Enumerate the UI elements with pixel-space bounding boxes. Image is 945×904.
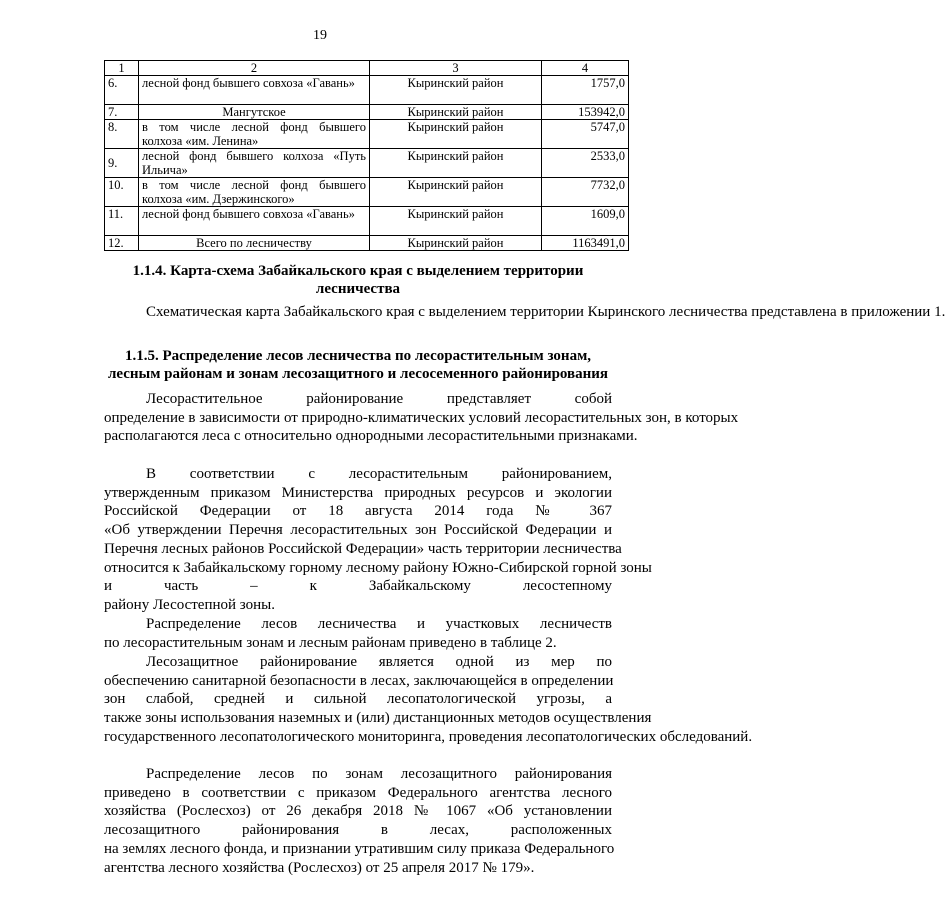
paragraph-line: агентства лесного хозяйства (Рослесхоз) от 25 апреля 2017 № 179». (104, 859, 535, 876)
paragraph-line: приведено в соответствии с приказом Федерального агентства лесного (104, 784, 612, 801)
paragraph-line: Лесозащитное районирование является одной из мер по (146, 654, 612, 670)
paragraph-line: зон слабой, средней и сильной лесопатологической угрозы, а (104, 691, 612, 708)
paragraph-line: Схематическая карта Забайкальского края с выделением территории Кыринского лесничества представлена в приложении 1. (146, 304, 945, 320)
row-number: 6. (105, 76, 139, 105)
row-number: 10. (105, 178, 139, 207)
row-area: 1163491,0 (542, 236, 629, 251)
header-cell: 4 (542, 61, 629, 76)
paragraph-line: обеспечению санитарной безопасности в лесах, заключающейся в определении (104, 672, 614, 689)
header-cell: 1 (105, 61, 139, 76)
paragraph-line: также зоны использования наземных и (или) дистанционных методов осуществления (104, 710, 652, 727)
row-district: Кыринский район (370, 76, 542, 105)
row-district: Кыринский район (370, 149, 542, 178)
row-area: 2533,0 (542, 149, 629, 178)
table-row (105, 76, 629, 105)
paragraph-line: определение в зависимости от природно-климатических условий лесорастительных зон, в которых (104, 409, 739, 426)
paragraph-line: хозяйства (Рослесхоз) от 26 декабря 2018 № 1067 «Об установлении (104, 803, 612, 820)
row-name: лесной фонд бывшего совхоза «Гавань» (139, 207, 370, 236)
paragraph (104, 615, 612, 652)
section-heading-map: 1.1.4. Карта-схема Забайкальского края с выделением территории лесничества (132, 263, 584, 297)
table-row (105, 149, 629, 178)
paragraph (104, 465, 652, 615)
paragraph (104, 653, 753, 747)
row-name: в том числе лесной фонд бывшего колхоза «им. Ленина» (139, 120, 370, 149)
row-name: Всего по лесничеству (139, 236, 370, 251)
row-name: лесной фонд бывшего совхоза «Гавань» (139, 76, 370, 105)
paragraph-line: Перечня лесных районов Российской Федерации» часть территории лесничества (104, 540, 622, 557)
row-district: Кыринский район (370, 178, 542, 207)
row-district: Кыринский район (370, 236, 542, 251)
row-area: 5747,0 (542, 120, 629, 149)
table-row (105, 120, 629, 149)
paragraph-line: располагаются леса с относительно однородными лесорастительными признаками. (104, 428, 638, 445)
section-heading-distribution: 1.1.5. Распределение лесов лесничества по лесорастительным зонам, лесным районам и зонам лесозащитного и лесосеменного районирования (107, 348, 609, 382)
paragraph-line: Лесорастительное районирование представляет собой (146, 391, 612, 407)
row-number: 7. (105, 105, 139, 120)
paragraph (104, 765, 615, 877)
row-district: Кыринский район (370, 207, 542, 236)
row-area: 153942,0 (542, 105, 629, 120)
paragraph-line: на землях лесного фонда, и признании утратившим силу приказа Федерального (104, 840, 615, 857)
header-cell: 2 (139, 61, 370, 76)
row-name: лесной фонд бывшего колхоза «Путь Ильича» (139, 149, 370, 178)
page-number: 19 (313, 28, 327, 43)
table-row (105, 105, 629, 120)
row-name: в том числе лесной фонд бывшего колхоза «им. Дзержинского» (139, 178, 370, 207)
paragraph-line: утвержденным приказом Министерства природных ресурсов и экологии (104, 484, 612, 501)
paragraph-line: и часть – к Забайкальскому лесостепному (104, 578, 612, 595)
table-row (105, 178, 629, 207)
paragraph-line: по лесорастительным зонам и лесным районам приведено в таблице 2. (104, 634, 557, 651)
forest-fund-table (104, 60, 629, 251)
row-area: 1609,0 (542, 207, 629, 236)
row-name: Мангутское (139, 105, 370, 120)
paragraph-line: Российской Федерации от 18 августа 2014 года № 367 (104, 503, 612, 520)
header-cell: 3 (370, 61, 542, 76)
paragraph-line: государственного лесопатологического мониторинга, проведения лесопатологических обследований. (104, 728, 753, 745)
paragraph (104, 390, 739, 446)
paragraph-line: Распределение лесов лесничества и участковых лесничеств (146, 616, 612, 632)
paragraph-line: Распределение лесов по зонам лесозащитного районирования (146, 766, 612, 782)
paragraph-line: В соответствии с лесорастительным районированием, (146, 466, 612, 482)
row-number: 9. (105, 149, 139, 178)
row-number: 8. (105, 120, 139, 149)
table-row-total (105, 236, 629, 251)
paragraph-line: лесозащитного районирования в лесах, расположенных (104, 822, 612, 839)
row-district: Кыринский район (370, 105, 542, 120)
row-area: 1757,0 (542, 76, 629, 105)
table-row (105, 207, 629, 236)
paragraph (104, 303, 945, 322)
row-number: 11. (105, 207, 139, 236)
row-area: 7732,0 (542, 178, 629, 207)
paragraph-line: относится к Забайкальскому горному лесному району Южно-Сибирской горной зоны (104, 559, 652, 576)
paragraph-line: району Лесостепной зоны. (104, 596, 275, 613)
row-number: 12. (105, 236, 139, 251)
paragraph-line: «Об утверждении Перечня лесорастительных зон Российской Федерации и (104, 522, 612, 539)
row-district: Кыринский район (370, 120, 542, 149)
table-header-row (105, 61, 629, 76)
